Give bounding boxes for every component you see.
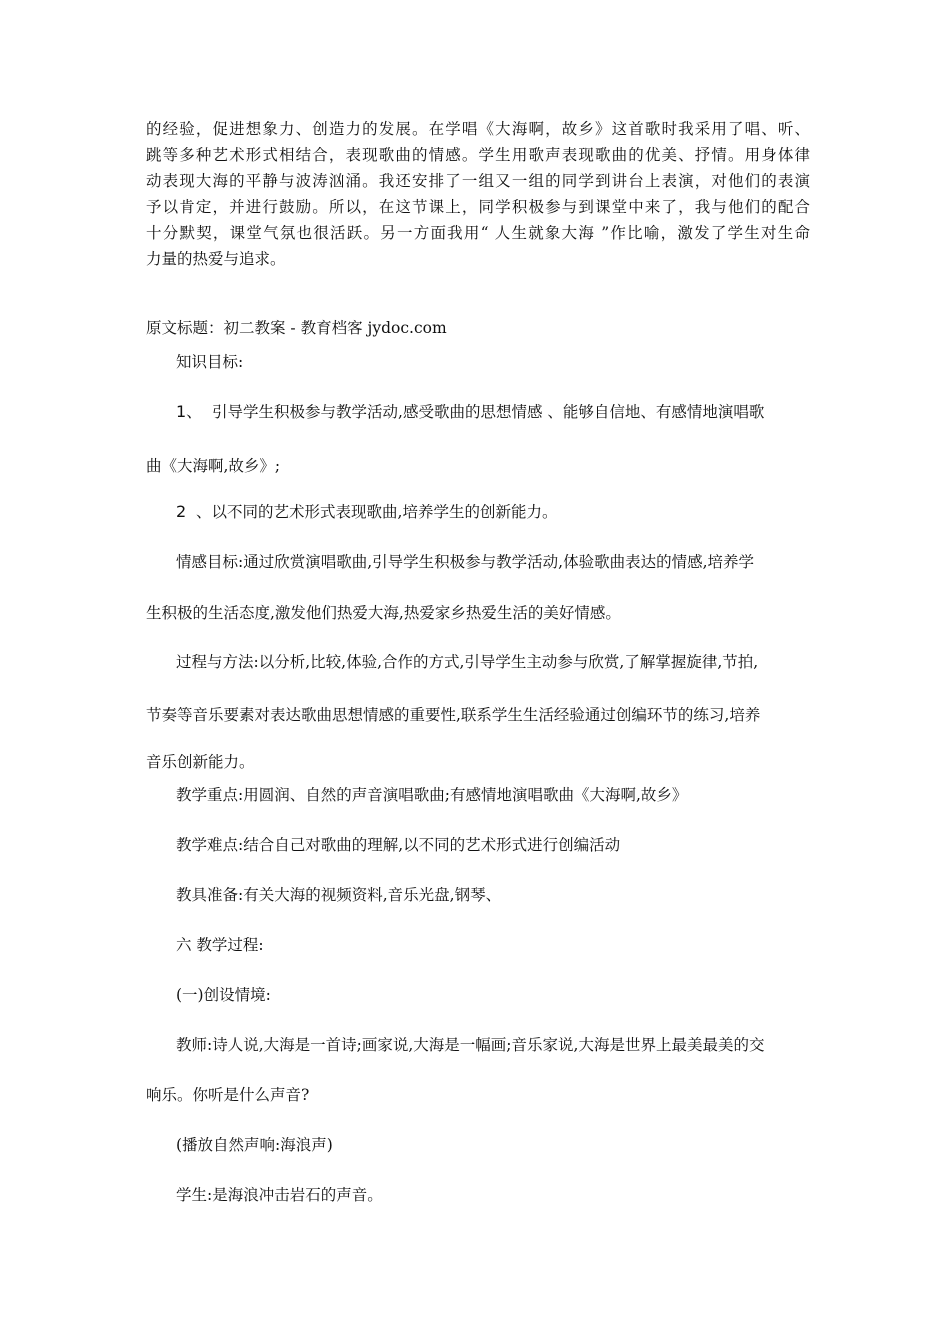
step-heading: (一)创设情境: (176, 986, 271, 1004)
process-method-cont: 音乐创新能力。 (146, 753, 255, 771)
process-method: 过程与方法:以分析,比较,体验,合作的方式,引导学生主动参与欣赏,了解掌握旋律,节拍, (176, 653, 759, 671)
knowledge-item-1-cont: 曲《大海啊,故乡》; (146, 457, 281, 475)
knowledge-heading: 知识目标: (176, 353, 244, 371)
intro-line: 力量的热爱与追求。 (146, 250, 286, 268)
emotion-goal-cont: 生积极的生活态度,激发他们热爱大海,热爱家乡热爱生活的美好情感。 (146, 604, 621, 622)
item-number: 2 (176, 502, 187, 521)
item-text: 、以不同的艺术形式表现歌曲,培养学生的创新能力。 (196, 503, 558, 521)
intro-paragraph (146, 116, 810, 272)
teacher-speech: 教师:诗人说,大海是一首诗;画家说,大海是一幅画;音乐家说,大海是世界上最美最美的交 (176, 1036, 765, 1054)
intro-line: 动表现大海的平静与波涛汹涌。我还安排了一组又一组的同学到讲台上表演，对他们的表演 (146, 172, 810, 190)
teaching-key-point: 教学重点:用圆润、自然的声音演唱歌曲;有感情地演唱歌曲《大海啊,故乡》 (176, 786, 688, 804)
student-speech: 学生:是海浪冲击岩石的声音。 (176, 1186, 383, 1204)
source-title: 原文标题：初二教案 - 教育档客 jydoc.com (146, 319, 447, 337)
teaching-materials: 教具准备:有关大海的视频资料,音乐光盘,钢琴、 (176, 886, 502, 904)
play-note: (播放自然声响:海浪声) (176, 1136, 333, 1154)
process-method-cont: 节奏等音乐要素对表达歌曲思想情感的重要性,联系学生生活经验通过创编环节的练习,培养 (146, 706, 761, 724)
item-text: 引导学生积极参与教学活动,感受歌曲的思想情感 、能够自信地、有感情地演唱歌 (212, 403, 765, 421)
intro-line: 予以肯定，并进行鼓励。所以，在这节课上，同学积极参与到课堂中来了，我与他们的配合 (146, 198, 810, 216)
teacher-speech-cont: 响乐。你听是什么声音? (146, 1086, 310, 1104)
teaching-difficulty: 教学难点:结合自己对歌曲的理解,以不同的艺术形式进行创编活动 (176, 836, 621, 854)
intro-line: 十分默契，课堂气氛也很活跃。另一方面我用“ 人生就象大海 ”作比喻，激发了学生对生命 (146, 224, 810, 242)
process-heading: 六 教学过程: (176, 936, 264, 954)
emotion-goal: 情感目标:通过欣赏演唱歌曲,引导学生积极参与教学活动,体验歌曲表达的情感,培养学 (176, 553, 755, 571)
intro-line: 跳等多种艺术形式相结合，表现歌曲的情感。学生用歌声表现歌曲的优美、抒情。用身体律 (146, 146, 810, 164)
item-number: 1、 (176, 402, 203, 421)
knowledge-item-2 (176, 502, 557, 522)
intro-line: 的经验，促进想象力、创造力的发展。在学唱《大海啊，故乡》这首歌时我采用了唱、听、 (146, 120, 810, 138)
knowledge-item-1 (176, 402, 764, 422)
